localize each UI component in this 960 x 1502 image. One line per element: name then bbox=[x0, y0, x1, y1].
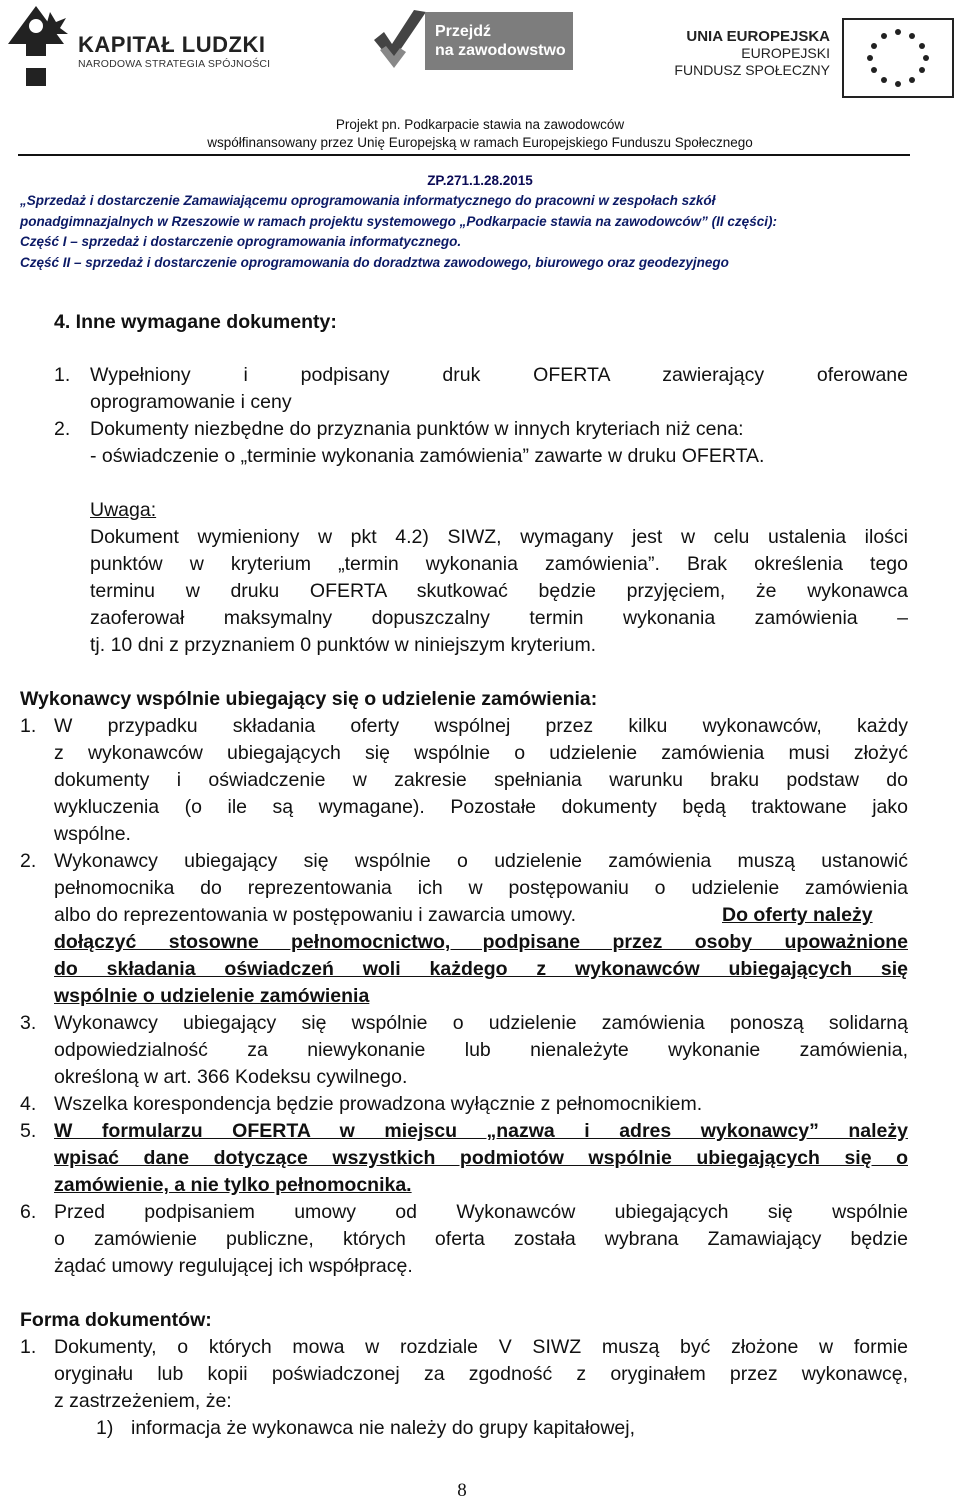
item-text: W przypadku składania oferty wspólnej przez kilku wykonawców, każdy bbox=[54, 715, 908, 737]
project-line1: Projekt pn. Podkarpacie stawia na zawodowców bbox=[335, 117, 625, 132]
item-text: określoną w art. 366 Kodeksu cywilnego. bbox=[54, 1066, 408, 1088]
subject bbox=[20, 191, 920, 273]
subitem-number: 1) bbox=[96, 1417, 114, 1439]
eu-flag-icon bbox=[842, 18, 954, 98]
item-text: z wykonawców ubiegających się wspólnie o udzielenie zamówienia musi złożyć bbox=[54, 742, 908, 764]
kapital-ludzki-emblem-icon bbox=[6, 4, 70, 88]
project-info bbox=[0, 116, 960, 152]
item-number: 4. bbox=[20, 1093, 37, 1115]
subject-line: Część II – sprzedaż i dostarczenie oprogramowania do doradztwa zawodowego, biurowego oraz geodezyjnego bbox=[20, 254, 729, 270]
item-text: dokumenty i oświadczenie w zakresie spełniania warunku braku podstaw do bbox=[54, 769, 908, 791]
item-text: o zamówienie publiczne, których oferta została wybrana Zamawiający będzie bbox=[54, 1228, 908, 1250]
item-number: 1. bbox=[20, 1336, 37, 1358]
note-line: zaoferował maksymalny dopuszczalny termin wykonania zamówienia – bbox=[90, 607, 908, 629]
bold-requirement: W formularzu OFERTA w miejscu „nazwa i adres wykonawcy” należy bbox=[54, 1120, 908, 1142]
item-text: wspólne. bbox=[54, 823, 131, 845]
item-text: Dokumenty niezbędne do przyznania punktów w innych kryteriach niż cena: bbox=[90, 418, 744, 440]
subject-line: „Sprzedaż i dostarczenie Zamawiającemu oprogramowania informatycznego do pracowni w zespołach szkół bbox=[20, 193, 716, 208]
item-text: Dokumenty, o których mowa w rozdziale V SIWZ muszą być złożone w formie bbox=[54, 1336, 908, 1358]
project-line2: współfinansowany przez Unię Europejską w ramach Europejskiego Funduszu Społecznego bbox=[207, 135, 753, 150]
item-text: - oświadczenie o „terminie wykonania zamówienia” zawarte w druku OFERTA. bbox=[90, 445, 765, 467]
item-number: 2. bbox=[54, 418, 71, 440]
item-text: Wszelka korespondencja będzie prowadzona wyłącznie z pełnomocnikiem. bbox=[54, 1093, 703, 1115]
ue-text bbox=[670, 28, 830, 79]
item-text: żądać umowy regulującej ich współpracę. bbox=[54, 1255, 413, 1277]
kl-subtitle: NARODOWA STRATEGIA SPÓJNOŚCI bbox=[78, 58, 271, 70]
section4-heading: 4. Inne wymagane dokumenty: bbox=[54, 311, 337, 333]
note-line: punktów w kryterium „termin wykonania zamówienia”. Brak określenia tego bbox=[90, 553, 908, 575]
note-line: tj. 10 dni z przyznaniem 0 punktów w niniejszym kryterium. bbox=[90, 634, 597, 656]
pnz-box bbox=[425, 12, 573, 70]
item-text: Wypełniony i podpisany druk OFERTA zawierający oferowane bbox=[90, 364, 908, 386]
note-label: Uwaga: bbox=[90, 499, 157, 521]
item-text: Wykonawcy ubiegający się wspólnie o udzielenie zamówienia ponoszą solidarną bbox=[54, 1012, 908, 1034]
item-text: odpowiedzialność za niewykonanie lub nienależyte wykonanie zamówienia, bbox=[54, 1039, 908, 1061]
ue-line1: UNIA EUROPEJSKA bbox=[686, 28, 830, 45]
checkmark-icon bbox=[370, 6, 430, 76]
item-text: oprogramowanie i ceny bbox=[90, 391, 292, 413]
item-number: 3. bbox=[20, 1012, 37, 1034]
item-number: 6. bbox=[20, 1201, 37, 1223]
przejdz-na-zawodowstwo-logo bbox=[370, 6, 585, 90]
bold-requirement: Do oferty należy bbox=[722, 904, 873, 926]
kapital-ludzki-logo bbox=[6, 4, 271, 88]
pnz-text: Przejdź na zawodowstwo bbox=[435, 23, 566, 59]
ue-line3: FUNDUSZ SPOŁECZNY bbox=[674, 62, 830, 78]
subject-line: ponadgimnazjalnych w Rzeszowie w ramach projektu systemowego „Podkarpacie stawia na zawodowców” (II części): bbox=[20, 213, 777, 229]
ue-line2: EUROPEJSKI bbox=[741, 45, 830, 61]
bold-requirement: wspólnie o udzielenie zamówienia bbox=[54, 985, 370, 1007]
item-text: Przed podpisaniem umowy od Wykonawców ubiegających się wspólnie bbox=[54, 1201, 908, 1223]
note-line: terminu w druku OFERTA skutkować będzie przyjęciem, że wykonawca bbox=[90, 580, 908, 602]
item-text: pełnomocnika do reprezentowania ich w postępowaniu o udzielenie zamówienia bbox=[54, 877, 908, 899]
item-number: 5. bbox=[20, 1120, 37, 1142]
item-number: 1. bbox=[54, 364, 71, 386]
item-text: oryginału lub kopii poświadczonej za zgodność z oryginałem przez wykonawcę, bbox=[54, 1363, 908, 1385]
bold-requirement: dołączyć stosowne pełnomocnictwo, podpisane przez osoby upoważnione bbox=[54, 931, 908, 953]
item-text: albo do reprezentowania w postępowaniu i zawarcia umowy. bbox=[54, 904, 577, 926]
page-number: 8 bbox=[457, 1480, 467, 1501]
note-line: Dokument wymieniony w pkt 4.2) SIWZ, wymagany jest w celu ustalenia ilości bbox=[90, 526, 908, 548]
subject-line: Część I – sprzedaż i dostarczenie oprogramowania informatycznego. bbox=[20, 234, 462, 249]
item-text: wykluczenia (o ile są wymagane). Pozostałe dokumenty będą traktowane jako bbox=[54, 796, 908, 818]
item-text: z zastrzeżeniem, że: bbox=[54, 1390, 232, 1412]
ue-efs-logo bbox=[670, 18, 955, 98]
item-number: 2. bbox=[20, 850, 37, 872]
item-text: Wykonawcy ubiegający się wspólnie o udzielenie zamówienia muszą ustanowić bbox=[54, 850, 908, 872]
header-rule bbox=[18, 154, 910, 156]
bold-requirement: wpisać dane dotyczące wszystkich podmiotów wspólnie ubiegających się o bbox=[54, 1147, 908, 1169]
reference-number: ZP.271.1.28.2015 bbox=[427, 173, 533, 188]
header-logos bbox=[0, 0, 960, 110]
kl-title: KAPITAŁ LUDZKI bbox=[78, 32, 266, 57]
bold-requirement: do składania oświadczeń woli każdego z wykonawców ubiegających się bbox=[54, 958, 908, 980]
item-number: 1. bbox=[20, 715, 37, 737]
joint-heading: Wykonawcy wspólnie ubiegający się o udzielenie zamówienia: bbox=[20, 688, 598, 710]
subitem-text: informacja że wykonawca nie należy do grupy kapitałowej, bbox=[131, 1417, 636, 1439]
bold-requirement: zamówienie, a nie tylko pełnomocnika. bbox=[54, 1174, 412, 1196]
forma-heading: Forma dokumentów: bbox=[20, 1309, 212, 1331]
